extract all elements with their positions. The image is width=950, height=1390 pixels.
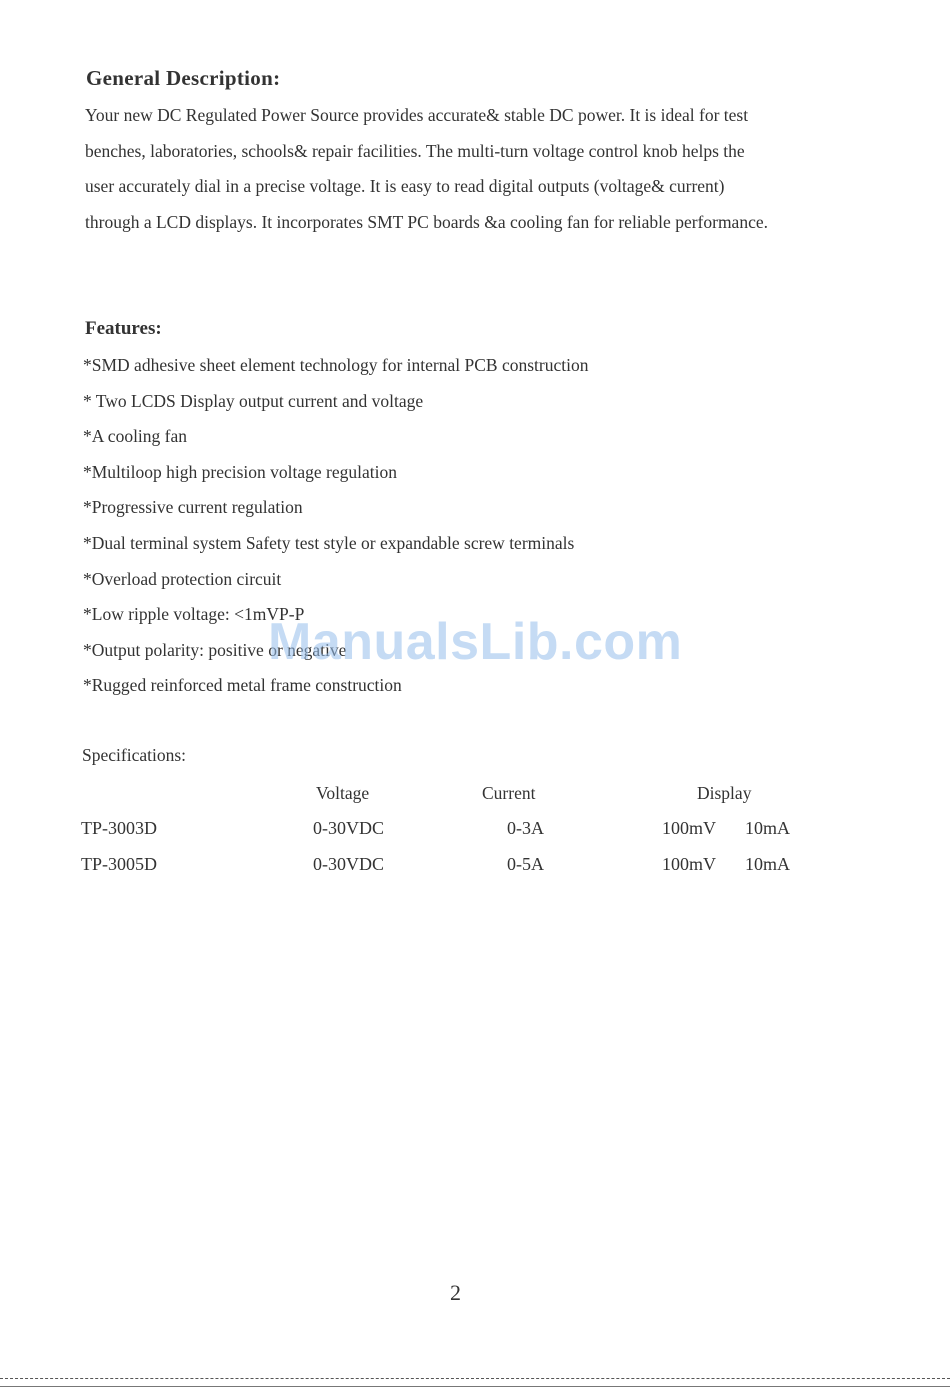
feature-item: *Overload protection circuit	[83, 568, 282, 589]
row-model: TP-3005D	[81, 854, 157, 874]
feature-item: * Two LCDS Display output current and voltage	[83, 390, 424, 411]
page-number: 2	[450, 1280, 461, 1305]
features-heading: Features:	[85, 318, 162, 339]
row-voltage: 0-30VDC	[313, 854, 384, 874]
row-current: 0-5A	[507, 854, 544, 874]
feature-item: *Output polarity: positive or negative	[83, 639, 347, 660]
specifications-heading: Specifications:	[82, 745, 187, 765]
description-line: benches, laboratories, schools& repair facilities. The multi-turn voltage control knob helps the	[85, 140, 745, 161]
general-description-heading: General Description:	[86, 66, 281, 90]
bottom-divider	[0, 1386, 950, 1387]
feature-item: *Low ripple voltage: <1mVP-P	[83, 604, 305, 625]
description-line: Your new DC Regulated Power Source provides accurate& stable DC power. It is ideal for test	[85, 105, 749, 125]
header-display: Display	[697, 783, 752, 803]
row-display-voltage: 100mV	[662, 818, 716, 838]
general-description-text	[85, 98, 865, 241]
row-current: 0-3A	[507, 818, 544, 838]
feature-item: *Rugged reinforced metal frame construction	[83, 675, 402, 696]
row-display-current: 10mA	[745, 818, 790, 838]
row-model: TP-3003D	[81, 818, 157, 838]
description-line: user accurately dial in a precise voltage. It is easy to read digital outputs (voltage& current)	[85, 176, 725, 197]
feature-item: *Progressive current regulation	[83, 497, 303, 518]
watermark: ManualsLib.com	[268, 613, 683, 671]
features-list	[83, 348, 588, 704]
bottom-divider	[0, 1378, 950, 1379]
feature-item: *Multiloop high precision voltage regulation	[83, 461, 397, 482]
header-voltage: Voltage	[316, 783, 370, 803]
row-display-voltage: 100mV	[662, 854, 716, 874]
feature-item: *Dual terminal system Safety test style or expandable screw terminals	[83, 532, 575, 553]
header-current: Current	[482, 783, 536, 803]
row-voltage: 0-30VDC	[313, 818, 384, 838]
feature-item: *A cooling fan	[83, 426, 188, 447]
feature-item: *SMD adhesive sheet element technology for internal PCB construction	[83, 355, 589, 375]
description-line: through a LCD displays. It incorporates SMT PC boards &a cooling fan for reliable performance.	[85, 212, 768, 233]
row-display-current: 10mA	[745, 854, 790, 874]
